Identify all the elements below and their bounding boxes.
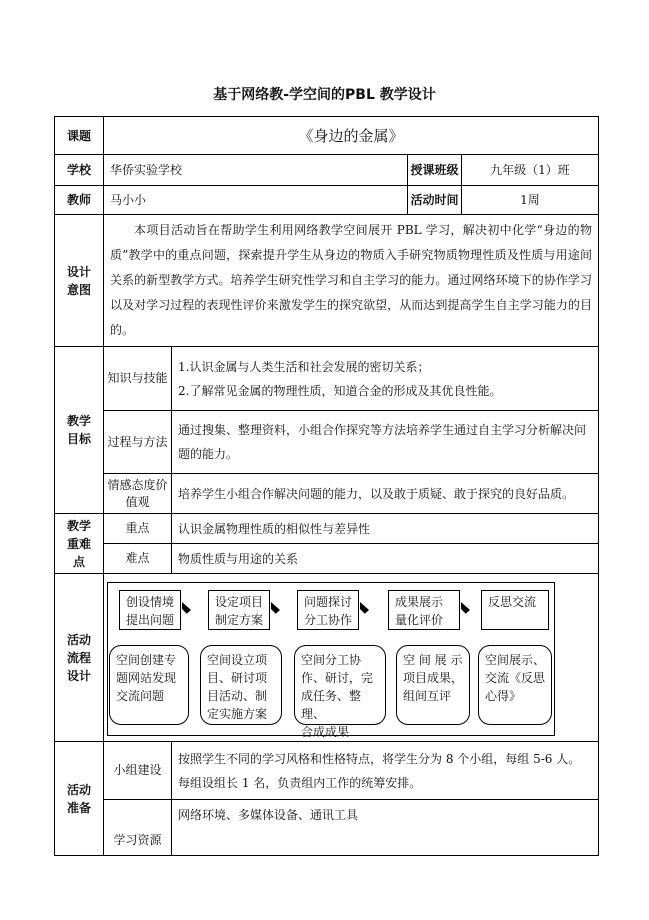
- knowledge-line2: 2.了解常见金属的物理性质，知道合金的形成及其优良性能。: [178, 383, 502, 398]
- flow-step-1-line2: 提出问题: [126, 612, 175, 627]
- space-box-2-line1: 空间设立项: [207, 652, 268, 667]
- emotion-text: 培养学生小组合作解决问题的能力，以及敢于质疑、敢于探究的良好品质。: [172, 474, 599, 514]
- prep-resource-row: [55, 800, 599, 856]
- teacher-row: [55, 186, 599, 215]
- time-label: 活动时间: [408, 186, 462, 215]
- key-text: 认识金属物理性质的相似性与差异性: [172, 514, 599, 544]
- keypoints-label: [55, 514, 104, 574]
- flow-step-5-line1: 反思交流: [488, 594, 537, 609]
- flow-label-line3: 设计: [66, 668, 91, 683]
- space-box-3: [294, 645, 386, 739]
- class-label: 授课班级: [408, 155, 462, 186]
- space-box-2-line2: 目、研讨项: [207, 670, 268, 685]
- arrow-right-icon: [271, 602, 280, 618]
- prep-label: [55, 742, 104, 856]
- keypoints-label-line2: 重难: [66, 536, 91, 551]
- space-box-1: [109, 645, 189, 725]
- key-label: 重点: [104, 514, 172, 544]
- prep-label-line1: 活动: [66, 782, 91, 797]
- flow-step-5: [481, 590, 549, 630]
- design-label-line2: 意图: [66, 282, 91, 297]
- space-box-3-line3: 成任务、整理、: [301, 688, 362, 721]
- flow-diagram: [104, 579, 598, 737]
- flow-step-4-line2: 量化评价: [395, 612, 444, 627]
- space-box-2-line4: 定实施方案: [207, 706, 268, 721]
- arrow-right-icon: [182, 602, 191, 618]
- space-box-4: [396, 645, 470, 725]
- teacher-label: 教师: [55, 186, 104, 215]
- flow-step-4-line1: 成果展示: [395, 594, 444, 609]
- knowledge-line1: 1.认识金属与人类生活和社会发展的密切关系；: [178, 359, 430, 374]
- time-value: 1周: [462, 186, 599, 215]
- school-label: 学校: [55, 155, 104, 186]
- school-value: 华侨实验学校: [104, 155, 408, 186]
- design-label-line1: 设计: [66, 264, 91, 279]
- emotion-label: [104, 474, 172, 514]
- resource-text: 网络环境、多媒体设备、通讯工具: [172, 800, 599, 856]
- difficult-label: 难点: [104, 544, 172, 574]
- space-box-1-line1: 空间创建专: [116, 652, 177, 667]
- goal-knowledge-row: [55, 347, 599, 411]
- space-box-4-line3: 组间互评: [403, 688, 452, 703]
- flow-step-2: [208, 590, 270, 630]
- space-box-5: [478, 645, 552, 725]
- emotion-label-line2: 值观: [125, 494, 150, 509]
- resource-label: 学习资源: [104, 800, 172, 856]
- goal-process-row: [55, 411, 599, 474]
- prep-label-line2: 准备: [66, 800, 91, 815]
- topic-row: [55, 117, 599, 155]
- knowledge-text: [172, 347, 599, 411]
- teacher-value: 马小小: [104, 186, 408, 215]
- space-box-4-line1: 空 间 展 示: [403, 652, 463, 667]
- goals-label-line1: 教学: [66, 414, 91, 428]
- class-value: 九年级（1）班: [462, 155, 599, 186]
- process-label: 过程与方法: [104, 411, 172, 474]
- design-text: 本项目活动旨在帮助学生利用网络教学空间展开 PBL 学习，解决初中化学“身边的物质”教学中的重点问题，探索提升学生从身边的物质入手研究物质物理性质及性质与用途间关系的新型教学方式。培养学生研究性学习和自主学习的能力。通过网络环境下的协作学习以及对学习过程的表现性评价来激发学生的探究欲望，从而达到提高学生自主学习能力的目的。: [104, 215, 599, 347]
- flow-step-3-line2: 分工协作: [304, 612, 353, 627]
- difficult-text: 物质性质与用途的关系: [172, 544, 599, 574]
- space-box-5-line2: 交流《反思: [485, 670, 546, 685]
- flow-label-line1: 活动: [66, 632, 91, 647]
- knowledge-label: 知识与技能: [104, 347, 172, 411]
- space-box-5-line3: 心得》: [485, 688, 522, 703]
- goals-label: [55, 347, 104, 514]
- topic-label: 课题: [55, 117, 104, 155]
- space-box-3-line4: 合成成果: [301, 724, 350, 739]
- arrow-right-icon: [360, 602, 369, 618]
- space-box-3-line2: 作、研讨，完: [301, 670, 374, 685]
- design-row: [55, 215, 599, 347]
- flow-step-1: [119, 590, 181, 630]
- arrow-right-icon: [461, 602, 470, 618]
- process-text: 通过搜集、整理资料，小组合作探究等方法培养学生通过自主学习分析解决问题的能力。: [172, 411, 599, 474]
- flow-step-2-line1: 设定项目: [215, 594, 264, 609]
- space-box-3-line1: 空间分工协: [301, 652, 362, 667]
- space-box-5-line1: 空间展示、: [485, 652, 546, 667]
- flow-step-1-line1: 创设情境: [126, 594, 175, 609]
- flow-label: [55, 574, 104, 742]
- flow-label-line2: 流程: [66, 650, 91, 665]
- space-box-1-line2: 题网站发现: [116, 670, 177, 685]
- lesson-design-table: [54, 116, 599, 856]
- space-box-4-line2: 项目成果，: [403, 670, 464, 685]
- keypoints-label-line1: 教学: [66, 518, 91, 533]
- space-box-1-line3: 交流问题: [116, 688, 165, 703]
- document-title: 基于网络教-学空间的PBL 教学设计: [213, 87, 436, 103]
- goals-label-line2: 目标: [66, 432, 91, 446]
- space-box-2-line3: 目活动、制: [207, 688, 268, 703]
- goal-emotion-row: [55, 474, 599, 514]
- school-row: [55, 155, 599, 186]
- keypoints-label-line3: 点: [72, 554, 85, 569]
- design-label: [55, 215, 104, 347]
- flow-row: [55, 574, 599, 742]
- flow-step-2-line2: 制定方案: [215, 612, 264, 627]
- group-label: 小组建设: [104, 742, 172, 800]
- prep-group-row: [55, 742, 599, 800]
- flow-step-3-line1: 问题探讨: [304, 594, 353, 609]
- flow-step-3: [297, 590, 359, 630]
- keypoint-row: [55, 514, 599, 544]
- emotion-label-line1: 情感态度价: [107, 477, 168, 492]
- topic-value: 《身边的金属》: [104, 117, 599, 155]
- space-box-2: [200, 645, 282, 725]
- group-text: 按照学生不同的学习风格和性格特点，将学生分为 8 个小组，每组 5-6 人。每组设组长 1 名，负责组内工作的统筹安排。: [172, 742, 599, 800]
- flow-step-4: [388, 590, 460, 630]
- flow-cell: [104, 574, 599, 742]
- difficult-row: [55, 544, 599, 574]
